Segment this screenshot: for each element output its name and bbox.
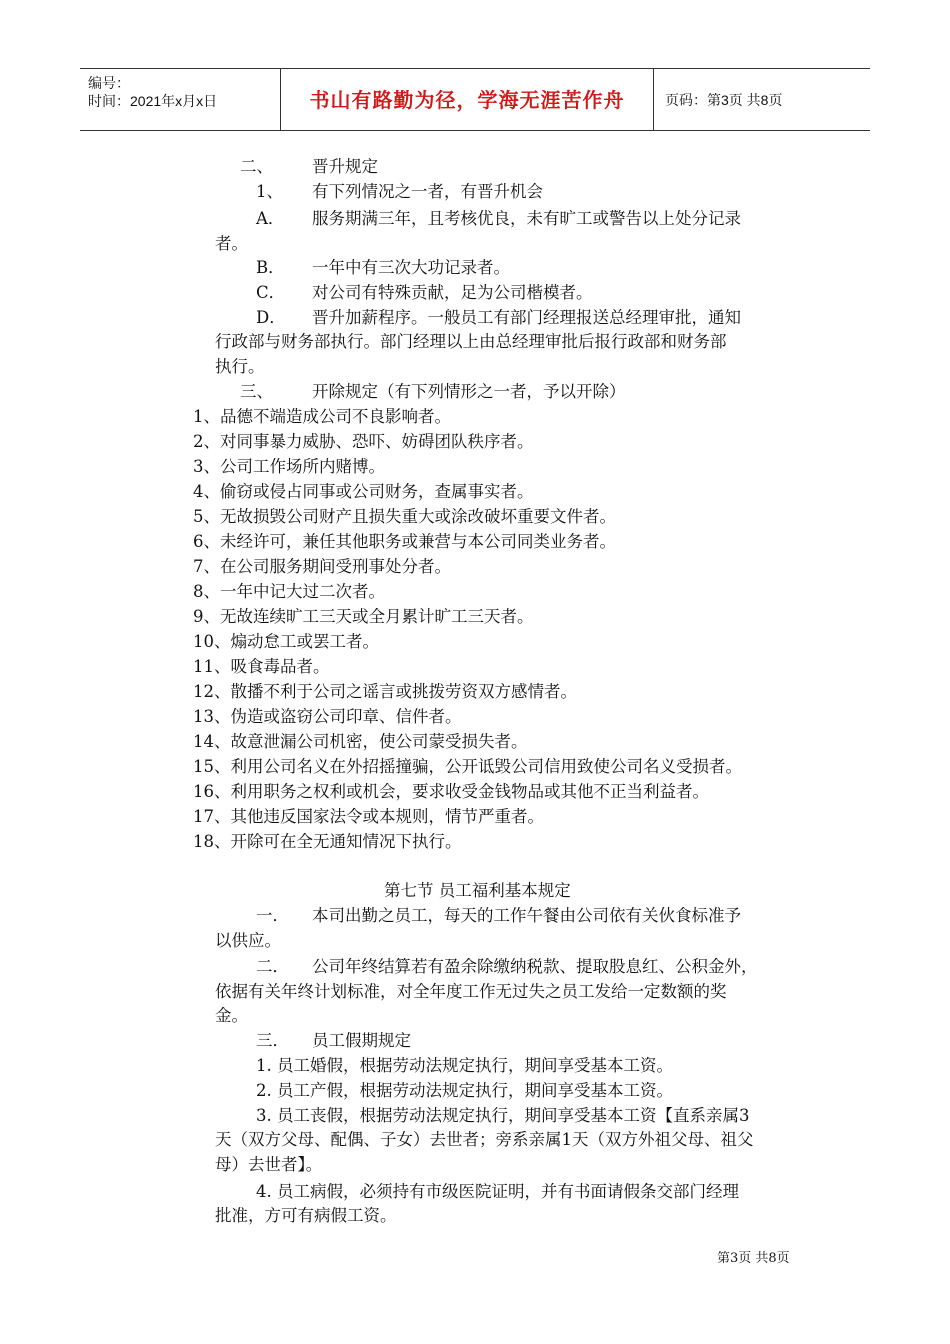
header-page-number: 页码：第3页 共8页 <box>665 92 783 108</box>
list-item: 11、吸食毒品者。 <box>193 657 330 676</box>
item-c-text: 对公司有特殊贡献，足为公司楷模者。 <box>312 283 593 302</box>
item-b-marker: B． <box>256 258 285 277</box>
list-item: 13、伪造或盗窃公司印章、信件者。 <box>193 707 462 726</box>
list-item: 1、品德不端造成公司不良影响者。 <box>193 407 451 426</box>
paragraph-1-marker: 一． <box>256 906 289 925</box>
item-c-marker: C． <box>256 283 286 302</box>
list-item: 17、其他违反国家法令或本规则，情节严重者。 <box>193 807 544 826</box>
page-header <box>80 68 870 131</box>
list-item: 2、对同事暴力威胁、恐吓、妨碍团队秩序者。 <box>193 432 534 451</box>
dismissal-heading <box>240 380 626 404</box>
item-d-text: 晋升加薪程序。一般员工有部门经理报送总经理审批，通知 <box>312 308 741 327</box>
leave-heading <box>256 1029 411 1053</box>
header-page-cell <box>655 69 870 130</box>
paragraph-2-continuation-2: 金。 <box>215 1006 248 1025</box>
leave-item-bereavement: 3. 员工丧假，根据劳动法规定执行，期间享受基本工资【直系亲属3 <box>256 1106 750 1125</box>
list-item: 16、利用职务之权利或机会，要求收受金钱物品或其他不正当利益者。 <box>193 782 709 801</box>
promotion-item-a <box>256 207 741 231</box>
list-item: 6、未经许可，兼任其他职务或兼营与本公司同类业务者。 <box>193 532 616 551</box>
promotion-heading <box>240 155 378 179</box>
item-d-continuation-1: 行政部与财务部执行。部门经理以上由总经理审批后报行政部和财务部 <box>215 332 727 351</box>
list-item: 5、无故损毁公司财产且损失重大或涂改破坏重要文件者。 <box>193 507 616 526</box>
paragraph-2-continuation-1: 依据有关年终计划标准，对全年度工作无过失之员工发给一定数额的奖 <box>215 982 727 1001</box>
header-motto-cell <box>281 69 654 130</box>
item-d-marker: D． <box>256 308 286 327</box>
item-b-text: 一年中有三次大功记录者。 <box>312 258 510 277</box>
promotion-sub-text: 有下列情况之一者，有晋升机会 <box>312 182 543 201</box>
list-item: 10、煽动怠工或罢工者。 <box>193 632 379 651</box>
list-item: 4、偷窃或侵占同事或公司财务，查属事实者。 <box>193 482 534 501</box>
welfare-paragraph-2 <box>256 955 758 979</box>
list-item: 9、无故连续旷工三天或全月累计旷工三天者。 <box>193 607 534 626</box>
dismissal-marker: 三、 <box>240 382 273 401</box>
list-item: 8、一年中记大过二次者。 <box>193 582 385 601</box>
leave-heading-marker: 三． <box>256 1031 289 1050</box>
doc-code-label: 编号： <box>88 75 130 91</box>
item-a-continuation: 者。 <box>215 234 248 253</box>
promotion-subheading <box>256 180 543 204</box>
paragraph-2-text: 公司年终结算若有盈余除缴纳税款、提取股息红、公积金外， <box>312 957 758 976</box>
item-d-continuation-2: 执行。 <box>215 357 265 376</box>
section-title: 第七节 员工福利基本规定 <box>384 881 571 900</box>
dismissal-title: 开除规定（有下列情形之一者，予以开除） <box>312 382 626 401</box>
paragraph-2-marker: 二． <box>256 957 289 976</box>
promotion-title: 晋升规定 <box>312 157 378 176</box>
promotion-item-d <box>256 306 741 330</box>
header-meta-cell <box>80 69 281 130</box>
leave-item-marriage: 1. 员工婚假，根据劳动法规定执行，期间享受基本工资。 <box>256 1056 673 1075</box>
header-motto: 书山有路勤为径，学海无涯苦作舟 <box>309 88 625 112</box>
paragraph-1-text: 本司出勤之员工，每天的工作午餐由公司依有关伙食标准予 <box>312 906 741 925</box>
leave-item-sick: 4. 员工病假，必须持有市级医院证明，并有书面请假条交部门经理 <box>256 1182 739 1201</box>
item-a-marker: A． <box>256 209 285 228</box>
promotion-item-b <box>256 256 510 280</box>
item-a-text: 服务期满三年，且考核优良，未有旷工或警告以上处分记录 <box>312 209 741 228</box>
list-item: 7、在公司服务期间受刑事处分者。 <box>193 557 451 576</box>
list-item: 15、利用公司名义在外招摇撞骗，公开诋毁公司信用致使公司名义受损者。 <box>193 757 742 776</box>
welfare-paragraph-1 <box>256 904 741 928</box>
leave-item-bereavement-continuation-2: 母）去世者】。 <box>215 1155 323 1174</box>
leave-item-sick-continuation: 批准，方可有病假工资。 <box>215 1206 397 1225</box>
leave-item-maternity: 2. 员工产假，根据劳动法规定执行，期间享受基本工资。 <box>256 1081 673 1100</box>
paragraph-1-continuation: 以供应。 <box>215 931 281 950</box>
leave-heading-title: 员工假期规定 <box>312 1031 411 1050</box>
promotion-marker: 二、 <box>240 157 273 176</box>
list-item: 3、公司工作场所内赌博。 <box>193 457 385 476</box>
list-item: 14、故意泄漏公司机密，使公司蒙受损失者。 <box>193 732 528 751</box>
doc-time-label: 时间：2021年x月x日 <box>88 93 218 109</box>
page-footer-number: 第3页 共8页 <box>717 1251 790 1266</box>
list-item: 18、开除可在全无通知情况下执行。 <box>193 832 462 851</box>
promotion-item-c <box>256 281 593 305</box>
leave-item-bereavement-continuation-1: 天（双方父母、配偶、子女）去世者；旁系亲属1天（双方外祖父母、祖父 <box>215 1130 754 1149</box>
promotion-sub-marker: 1、 <box>256 182 283 201</box>
list-item: 12、散播不利于公司之谣言或挑拨劳资双方感情者。 <box>193 682 577 701</box>
